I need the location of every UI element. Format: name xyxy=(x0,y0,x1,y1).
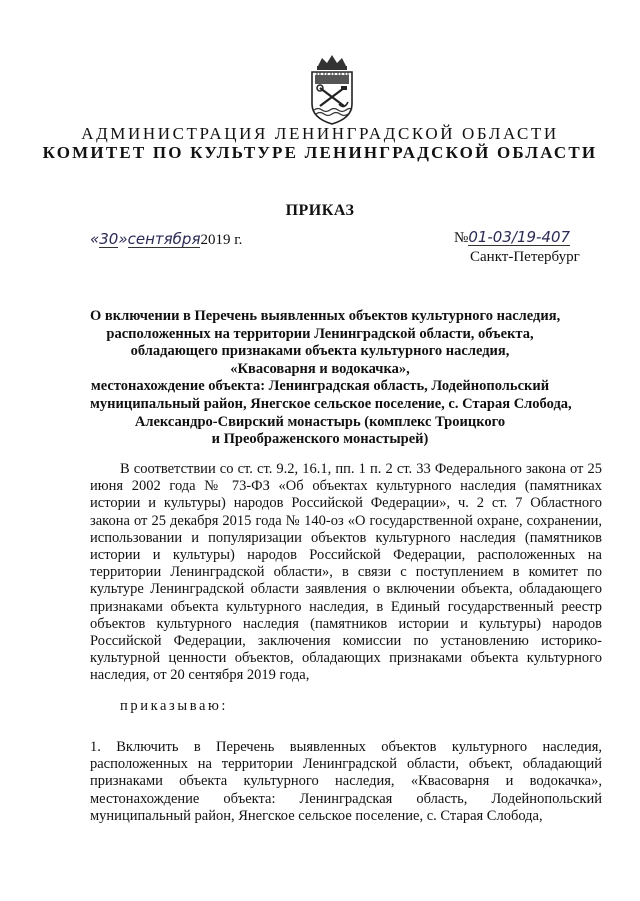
title-line: местонахождение объекта: Ленинградская область, Лодейнопольский xyxy=(90,378,550,395)
date-open-quote: « xyxy=(90,230,100,248)
title-line: «Квасоварня и водокачка», xyxy=(230,360,410,377)
title-line: и Преображенского монастырей) xyxy=(211,431,429,448)
title-line: муниципальный район, Янегское сельское поселение, с. Старая Слобода, xyxy=(90,395,572,412)
title-line: О включении в Перечень выявленных объектов культурного наследия, xyxy=(90,308,561,324)
date-close-quote: » xyxy=(118,230,128,248)
title-line: Александро-Свирский монастырь (комплекс Троицкого xyxy=(134,413,506,430)
document-number xyxy=(454,230,570,247)
administration-header: АДМИНИСТРАЦИЯ ЛЕНИНГРАДСКОЙ ОБЛАСТИ xyxy=(81,124,559,143)
order-word: приказываю: xyxy=(120,698,229,714)
number-value: 01-03/19-407 xyxy=(468,228,571,246)
date-year: 2019 г. xyxy=(200,232,243,248)
title-line: расположенных на территории Ленинградской области, объекта, xyxy=(106,325,534,342)
order-item-1: 1. Включить в Перечень выявленных объектов культурного наследия, расположенных на территории Ленинградской области, объект, обладающий признаками объекта культурного наследия, «Квасоварня и водокачка», местонахождение объекта: Ленинградская область, Лодейнопольский муниципальный район, Янегское сельское поселение, с. Старая Слобода, xyxy=(90,739,602,824)
city-label: Санкт-Петербург xyxy=(470,249,580,265)
document-type-title: ПРИКАЗ xyxy=(285,202,355,219)
preamble-text: В соответствии со ст. ст. 9.2, 16.1, пп. 1 п. 2 ст. 33 Федерального закона от 25 июня 2002 года № 73-ФЗ «Об объектах культурного наследия (памятниках истории и культуры) народов Российской Федерации», ч. 2 ст. 7 Областного закона от 25 декабря 2015 года № 140-оз «О государственной охране, сохранении, использовании и популяризации объектов культурного наследия (памятников истории и культуры) народов Российской Федерации, расположенных на территории Ленинградской области», в связи с поступлением в комитет по культуре Ленинградской области заявления о включении объекта, обладающего признаками объекта культурного наследия, в Единый государственный реестр объектов культурного наследия (памятников истории и культуры) народов Российской Федерации, заключения комиссии по установлению историко-культурной ценности объектов, обладающих признаками объекта культурного наследия, от 20 сентября 2019 года, xyxy=(90,461,602,684)
date-day: 30 xyxy=(99,230,119,248)
order-title xyxy=(90,308,572,449)
preamble-paragraph xyxy=(90,461,602,685)
coat-of-arms-icon xyxy=(302,52,362,128)
date-month: сентября xyxy=(127,230,201,248)
document-date xyxy=(90,230,242,249)
title-line: обладающего признаками объекта культурного наследия, xyxy=(130,343,510,360)
number-prefix: № xyxy=(454,230,469,246)
committee-header: КОМИТЕТ ПО КУЛЬТУРЕ ЛЕНИНГРАДСКОЙ ОБЛАСТИ xyxy=(42,143,598,162)
